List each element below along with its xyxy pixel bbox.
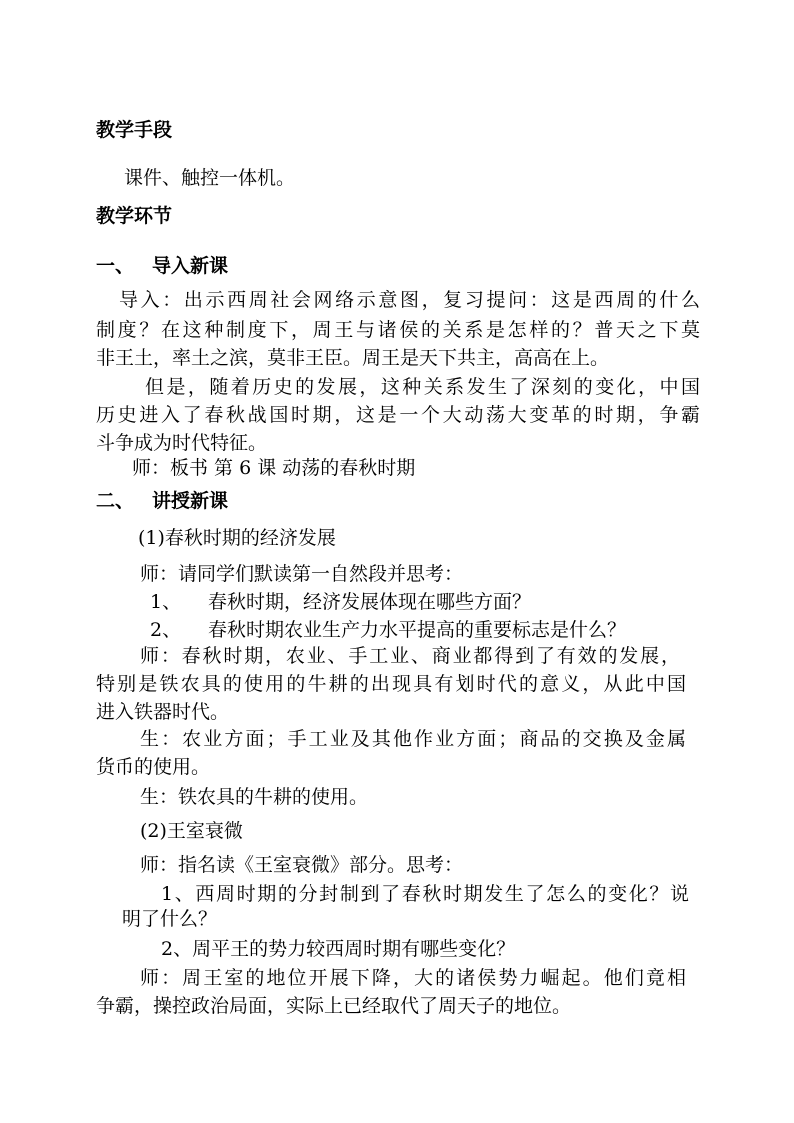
- question-1-number: 1、: [150, 591, 182, 613]
- question-2-number: 2、: [150, 619, 182, 641]
- part1-number: 一、: [96, 255, 135, 277]
- teacher2-line2: 争霸，操控政治局面，实际上已经取代了周天子的地位。: [96, 995, 572, 1017]
- part2-title: 讲授新课: [152, 490, 229, 512]
- teacher1-line3: 进入铁器时代。: [96, 701, 230, 723]
- question-3-line2: 明了什么？: [122, 908, 218, 930]
- part1-board: 师：板书 第 6 课 动荡的春秋时期: [132, 457, 416, 479]
- question-4: 2、周平王的势力较西周时期有哪些变化？: [161, 938, 516, 960]
- sub2-prompt: 师：指名读《王室衰微》部分。思考：: [140, 854, 464, 876]
- student2: 生：铁农具的牛耕的使用。: [140, 786, 369, 808]
- part1-para1-line3: 非王土，率土之滨，莫非王臣。周王是天下共主，高高在上。: [96, 347, 610, 369]
- teacher1-line2: 特别是铁农具的使用的牛耕的出现具有划时代的意义，从此中国: [96, 673, 686, 695]
- student1-line2: 货币的使用。: [96, 756, 211, 778]
- means-text: 课件、触控一体机。: [124, 167, 296, 189]
- question-1-text: 春秋时期，经济发展体现在哪些方面？: [208, 591, 532, 613]
- sub1-heading: (1)春秋时期的经济发展: [138, 527, 336, 549]
- question-3-line1: 1、西周时期的分封制到了春秋时期发生了怎么的变化？说: [161, 883, 689, 905]
- teacher1-line1: 师：春秋时期，农业、手工业、商业都得到了有效的发展，: [140, 645, 680, 667]
- part1-para2-line1: 但是，随着历史的发展，这种关系发生了深刻的变化，中国: [145, 376, 700, 398]
- sub1-prompt: 师：请同学们默读第一自然段并思考：: [140, 563, 464, 585]
- question-2-text: 春秋时期农业生产力水平提高的重要标志是什么？: [208, 619, 627, 641]
- part2-number: 二、: [96, 490, 135, 512]
- part1-para2-line2: 历史进入了春秋战国时期，这是一个大动荡大变革的时期，争霸: [96, 404, 700, 426]
- part1-para1-line2: 制度？在这种制度下，周王与诸侯的关系是怎样的？普天之下莫: [96, 319, 700, 341]
- means-heading: 教学手段: [96, 119, 173, 141]
- part1-para1-line1: 导入：出示西周社会网络示意图，复习提问：这是西周的什么: [119, 289, 700, 311]
- sub2-heading: (2)王室衰微: [140, 820, 243, 842]
- part1-title: 导入新课: [152, 255, 229, 277]
- teacher2-line1: 师：周王室的地位开展下降，大的诸侯势力崛起。他们竟相: [140, 967, 686, 989]
- part1-para2-line3: 斗争成为时代特征。: [96, 432, 268, 454]
- steps-heading: 教学环节: [96, 205, 173, 227]
- student1-line1: 生：农业方面；手工业及其他作业方面；商品的交换及金属: [140, 728, 686, 750]
